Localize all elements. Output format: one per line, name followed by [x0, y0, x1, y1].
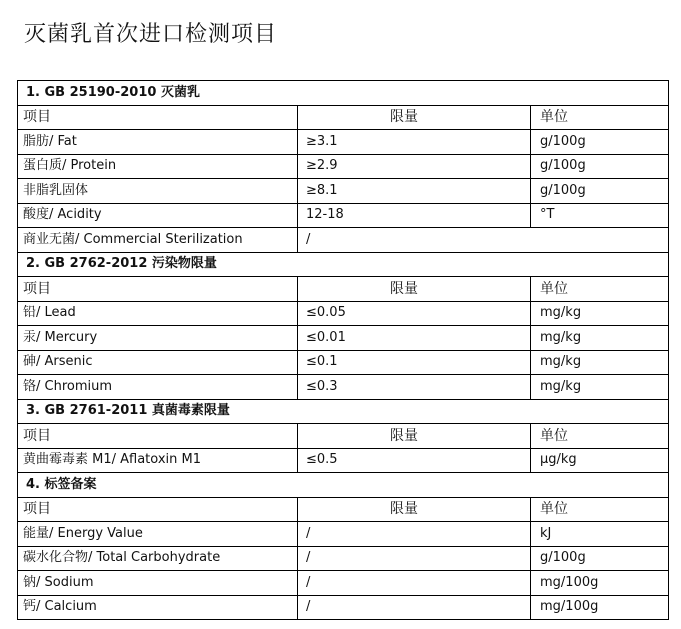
item-name-cell: 蛋白质/ Protein [18, 154, 298, 179]
table-row [18, 595, 669, 620]
item-name-cell: 碳水化合物/ Total Carbohydrate [18, 546, 298, 571]
column-header-item: 项目 [18, 105, 298, 130]
column-header-limit: 限量 [298, 497, 531, 522]
column-header-unit: 单位 [531, 277, 669, 302]
limit-value-cell: ≤0.3 [298, 375, 531, 400]
unit-cell: mg/kg [531, 375, 669, 400]
item-name-cell: 钠/ Sodium [18, 571, 298, 596]
column-header-limit: 限量 [298, 424, 531, 449]
table-row [18, 522, 669, 547]
table-row [18, 203, 669, 228]
item-name-cell: 酸度/ Acidity [18, 203, 298, 228]
item-name-cell: 汞/ Mercury [18, 326, 298, 351]
item-name-cell: 非脂乳固体 [18, 179, 298, 204]
limit-value-cell: / [298, 522, 531, 547]
limit-value-cell: / [298, 228, 669, 253]
limit-value-cell: ≤0.05 [298, 301, 531, 326]
column-header-row [18, 105, 669, 130]
table-row [18, 228, 669, 253]
column-header-row [18, 497, 669, 522]
column-header-limit: 限量 [298, 277, 531, 302]
item-name-cell: 铅/ Lead [18, 301, 298, 326]
unit-cell: g/100g [531, 546, 669, 571]
unit-cell: g/100g [531, 179, 669, 204]
limit-value-cell: 12-18 [298, 203, 531, 228]
section-heading: 1. GB 25190-2010 灭菌乳 [18, 81, 669, 106]
inspection-items-table [17, 80, 669, 620]
unit-cell: °T [531, 203, 669, 228]
limit-value-cell: ≥3.1 [298, 130, 531, 155]
limit-value-cell: ≤0.5 [298, 448, 531, 473]
section-heading: 2. GB 2762-2012 污染物限量 [18, 252, 669, 277]
table-row [18, 546, 669, 571]
unit-cell: g/100g [531, 154, 669, 179]
unit-cell: mg/kg [531, 350, 669, 375]
unit-cell: mg/kg [531, 301, 669, 326]
item-name-cell: 脂肪/ Fat [18, 130, 298, 155]
column-header-unit: 单位 [531, 105, 669, 130]
unit-cell: g/100g [531, 130, 669, 155]
table-row [18, 301, 669, 326]
column-header-item: 项目 [18, 277, 298, 302]
table-row [18, 350, 669, 375]
item-name-cell: 黄曲霉毒素 M1/ Aflatoxin M1 [18, 448, 298, 473]
section-heading: 3. GB 2761-2011 真菌毒素限量 [18, 399, 669, 424]
section-heading-row [18, 473, 669, 498]
limit-value-cell: ≥2.9 [298, 154, 531, 179]
limit-value-cell: ≥8.1 [298, 179, 531, 204]
column-header-item: 项目 [18, 424, 298, 449]
section-heading-row [18, 252, 669, 277]
column-header-unit: 单位 [531, 424, 669, 449]
table-row [18, 448, 669, 473]
table-row [18, 375, 669, 400]
section-heading-row [18, 81, 669, 106]
limit-value-cell: / [298, 546, 531, 571]
table-row [18, 571, 669, 596]
table-row [18, 326, 669, 351]
item-name-cell: 钙/ Calcium [18, 595, 298, 620]
table-row [18, 130, 669, 155]
page-title: 灭菌乳首次进口检测项目 [24, 22, 278, 47]
column-header-limit: 限量 [298, 105, 531, 130]
item-name-cell: 砷/ Arsenic [18, 350, 298, 375]
limit-value-cell: / [298, 571, 531, 596]
unit-cell: mg/100g [531, 571, 669, 596]
column-header-row [18, 424, 669, 449]
item-name-cell: 能量/ Energy Value [18, 522, 298, 547]
limit-value-cell: ≤0.01 [298, 326, 531, 351]
unit-cell: kJ [531, 522, 669, 547]
item-name-cell: 铬/ Chromium [18, 375, 298, 400]
table-row [18, 154, 669, 179]
unit-cell: mg/kg [531, 326, 669, 351]
section-heading: 4. 标签备案 [18, 473, 669, 498]
item-name-cell: 商业无菌/ Commercial Sterilization [18, 228, 298, 253]
section-heading-row [18, 399, 669, 424]
table-row [18, 179, 669, 204]
limit-value-cell: ≤0.1 [298, 350, 531, 375]
unit-cell: μg/kg [531, 448, 669, 473]
column-header-unit: 单位 [531, 497, 669, 522]
column-header-row [18, 277, 669, 302]
column-header-item: 项目 [18, 497, 298, 522]
table-body [18, 81, 669, 620]
limit-value-cell: / [298, 595, 531, 620]
unit-cell: mg/100g [531, 595, 669, 620]
